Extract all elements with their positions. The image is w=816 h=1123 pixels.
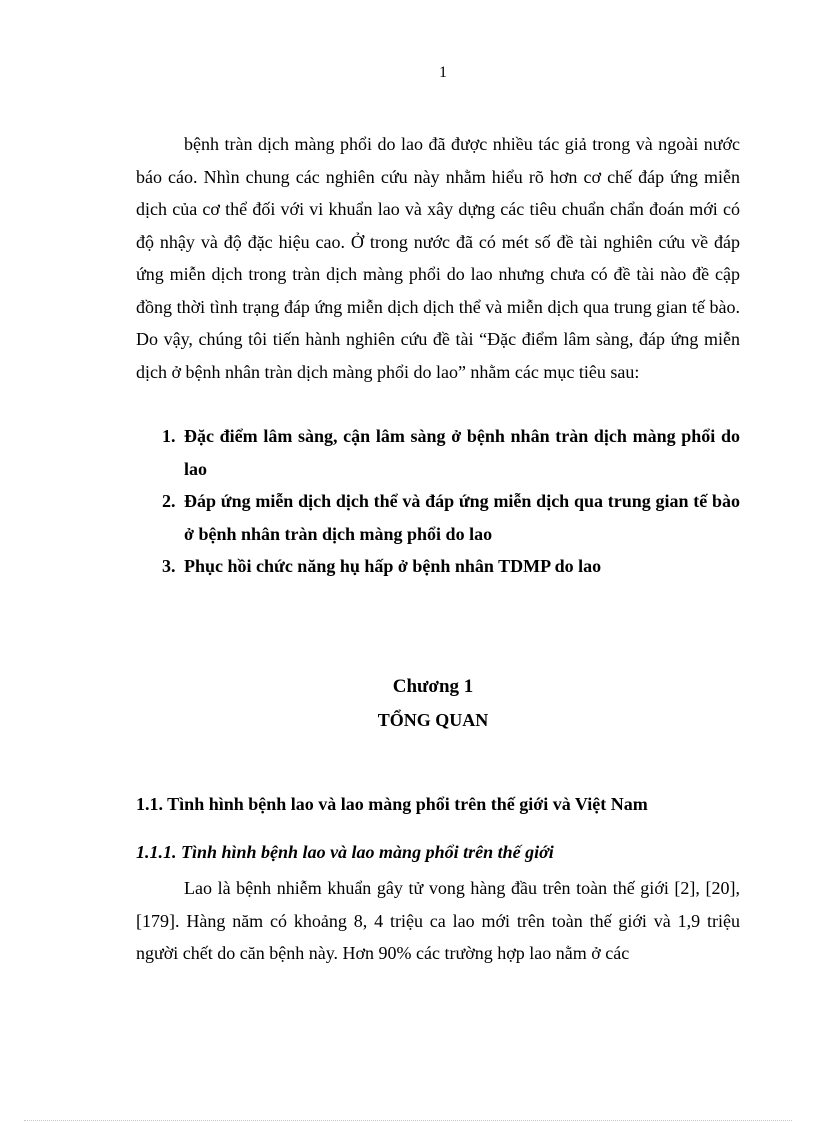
objectives-list bbox=[136, 420, 740, 583]
objective-number: 2. bbox=[162, 491, 176, 511]
objective-number: 1. bbox=[162, 426, 176, 446]
section-heading: 1.1. Tình hình bệnh lao và lao màng phổi trên thế giới và Việt Nam bbox=[136, 794, 648, 814]
chapter-number: Chương 1 bbox=[392, 676, 474, 697]
objective-text: Đặc điểm lâm sàng, cận lâm sàng ở bệnh nhân tràn dịch màng phổi do lao bbox=[184, 426, 740, 479]
intro-paragraph bbox=[136, 128, 740, 388]
body-paragraph-text: Lao là bệnh nhiễm khuẩn gây tử vong hàng đầu trên toàn thế giới [2], [20], [179]. Hàng năm có khoảng 8, 4 triệu ca lao mới trên toàn thế giới và 1,9 triệu người chết do căn bệnh này. Hơn 90% các trường hợp lao nằm ở các bbox=[136, 878, 740, 963]
page-bottom-divider bbox=[24, 1120, 792, 1121]
body-paragraph bbox=[136, 872, 740, 970]
page-number: 1 bbox=[439, 64, 447, 81]
objective-text: Phục hồi chức năng hụ hấp ở bệnh nhân TDMP do lao bbox=[184, 556, 602, 576]
objective-number: 3. bbox=[162, 556, 176, 576]
subsection-heading: 1.1.1. Tình hình bệnh lao và lao màng phổi trên thế giới bbox=[136, 842, 554, 862]
objective-item bbox=[136, 550, 740, 583]
objective-item bbox=[136, 420, 740, 485]
objective-item bbox=[136, 485, 740, 550]
intro-paragraph-text: bệnh tràn dịch màng phổi do lao đã được nhiều tác giả trong và ngoài nước báo cáo. Nhìn chung các nghiên cứu này nhằm hiểu rõ hơn cơ chế đáp ứng miễn dịch của cơ thể đối với vi khuẩn lao và xây dựng các tiêu chuẩn chẩn đoán mới có độ nhậy và độ đặc hiệu cao. Ở trong nước đã có mét số đề tài nghiên cứu về đáp ứng miễn dịch trong tràn dịch màng phổi do lao nhưng chưa có đề tài nào đề cập đồng thời tình trạng đáp ứng miễn dịch dịch thể và miễn dịch qua trung gian tế bào. Do vậy, chúng tôi tiến hành nghiên cứu đề tài “Đặc điểm lâm sàng, đáp ứng miễn dịch ở bệnh nhân tràn dịch màng phổi do lao” nhằm các mục tiêu sau: bbox=[136, 134, 740, 382]
chapter-title: TỔNG QUAN bbox=[377, 710, 489, 730]
objective-text: Đáp ứng miễn dịch dịch thể và đáp ứng miễn dịch qua trung gian tế bào ở bệnh nhân tràn dịch màng phổi do lao bbox=[184, 491, 740, 544]
